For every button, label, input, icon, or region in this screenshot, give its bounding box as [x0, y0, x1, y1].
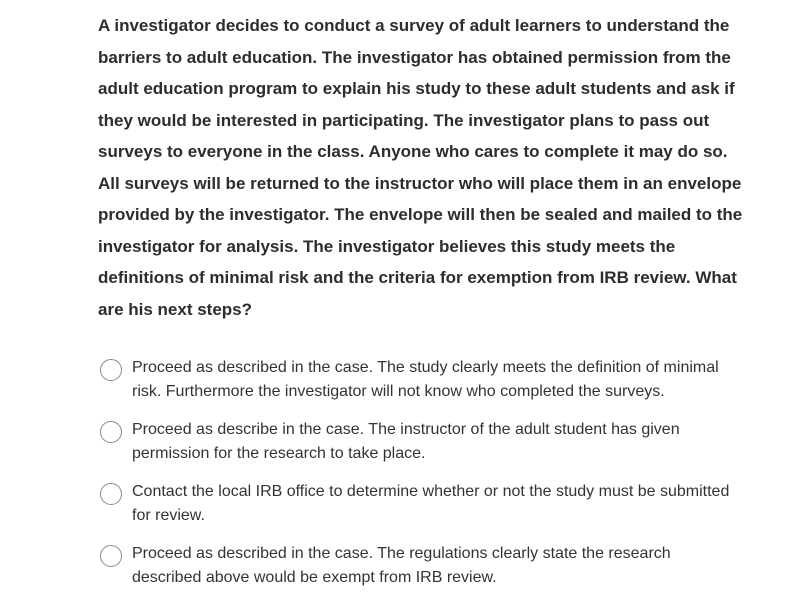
radio-button-4[interactable] [100, 545, 122, 567]
answer-options [100, 356, 740, 590]
question-text: A investigator decides to conduct a survey of adult learners to understand the barriers to adult education. The investigator has obtained permission from the adult education program to explain his study to these adult students and ask if they would be interested in participating. The investigator plans to pass out surveys to everyone in the class. Anyone who cares to complete it may do so. All surveys will be returned to the instructor who will place them in an envelope provided by the investigator. The envelope will then be sealed and mailed to the investigator for analysis. The investigator believes this study meets the definitions of minimal risk and the criteria for exemption from IRB review. What are his next steps? [98, 16, 743, 319]
answer-option-label: Proceed as described in the case. The regulations clearly state the research described above would be exempt from IRB review. [132, 545, 671, 586]
radio-button-3[interactable] [100, 483, 122, 505]
answer-option-3[interactable] [100, 480, 740, 528]
answer-option-label: Proceed as described in the case. The study clearly meets the definition of minimal risk. Furthermore the investigator will not know who completed the surveys. [132, 359, 719, 400]
answer-option-label: Proceed as describe in the case. The instructor of the adult student has given permission for the research to take place. [132, 421, 680, 462]
answer-option-4[interactable] [100, 542, 740, 590]
answer-option-2[interactable] [100, 418, 740, 466]
radio-button-2[interactable] [100, 421, 122, 443]
radio-button-1[interactable] [100, 359, 122, 381]
answer-option-1[interactable] [100, 356, 740, 404]
answer-option-label: Contact the local IRB office to determine whether or not the study must be submitted for review. [132, 483, 730, 524]
